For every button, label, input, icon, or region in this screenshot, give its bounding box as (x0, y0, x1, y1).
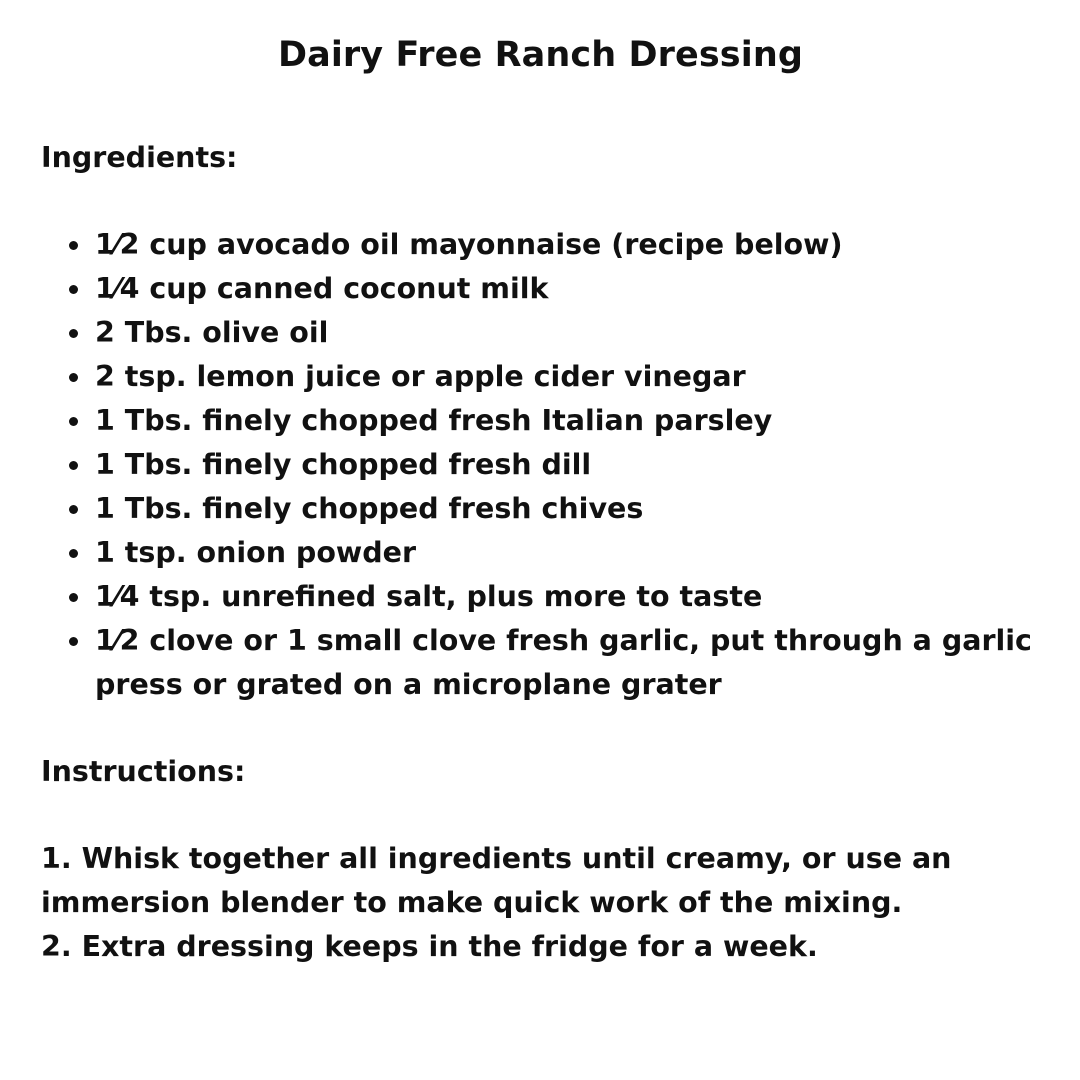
ingredients-list (41, 223, 1040, 707)
instructions-heading: Instructions: (41, 755, 246, 788)
ingredients-heading: Ingredients: (41, 141, 238, 174)
bullet-icon (69, 505, 78, 514)
bullet-icon (69, 417, 78, 426)
instructions-list (41, 837, 1040, 969)
ingredient-text: 1 Tbs. finely chopped fresh dill (95, 448, 592, 481)
bullet-icon (69, 285, 78, 294)
ingredient-text: 2 Tbs. olive oil (95, 316, 329, 349)
ingredient-text: 1 Tbs. finely chopped fresh Italian parsley (95, 404, 773, 437)
ingredient-item (95, 619, 1040, 707)
ingredient-item (95, 487, 1040, 531)
instruction-step: 2. Extra dressing keeps in the fridge for a week. (41, 930, 818, 963)
bullet-icon (69, 329, 78, 338)
bullet-icon (69, 373, 78, 382)
bullet-icon (69, 461, 78, 470)
ingredient-item (95, 575, 1040, 619)
ingredient-text: 1⁄4 cup canned coconut milk (95, 272, 549, 305)
recipe-title: Dairy Free Ranch Dressing (277, 35, 804, 75)
ingredient-text: 1⁄4 tsp. unrefined salt, plus more to taste (95, 580, 763, 613)
ingredient-text: 1⁄2 cup avocado oil mayonnaise (recipe below) (95, 228, 843, 261)
ingredient-text: 1 Tbs. finely chopped fresh chives (95, 492, 644, 525)
ingredient-text: 1⁄2 clove or 1 small clove fresh garlic, put through a garlic press or grated on a microplane grater (95, 624, 1032, 701)
ingredient-item (95, 443, 1040, 487)
ingredient-item (95, 267, 1040, 311)
bullet-icon (69, 593, 78, 602)
bullet-icon (69, 549, 78, 558)
ingredient-item (95, 531, 1040, 575)
ingredient-item (95, 223, 1040, 267)
instruction-step: 1. Whisk together all ingredients until creamy, or use an immersion blender to make quick work of the mixing. (41, 842, 952, 919)
ingredient-text: 2 tsp. lemon juice or apple cider vinegar (95, 360, 746, 393)
bullet-icon (69, 241, 78, 250)
ingredient-text: 1 tsp. onion powder (95, 536, 417, 569)
ingredient-item (95, 311, 1040, 355)
ingredient-item (95, 355, 1040, 399)
ingredient-item (95, 399, 1040, 443)
bullet-icon (69, 637, 78, 646)
